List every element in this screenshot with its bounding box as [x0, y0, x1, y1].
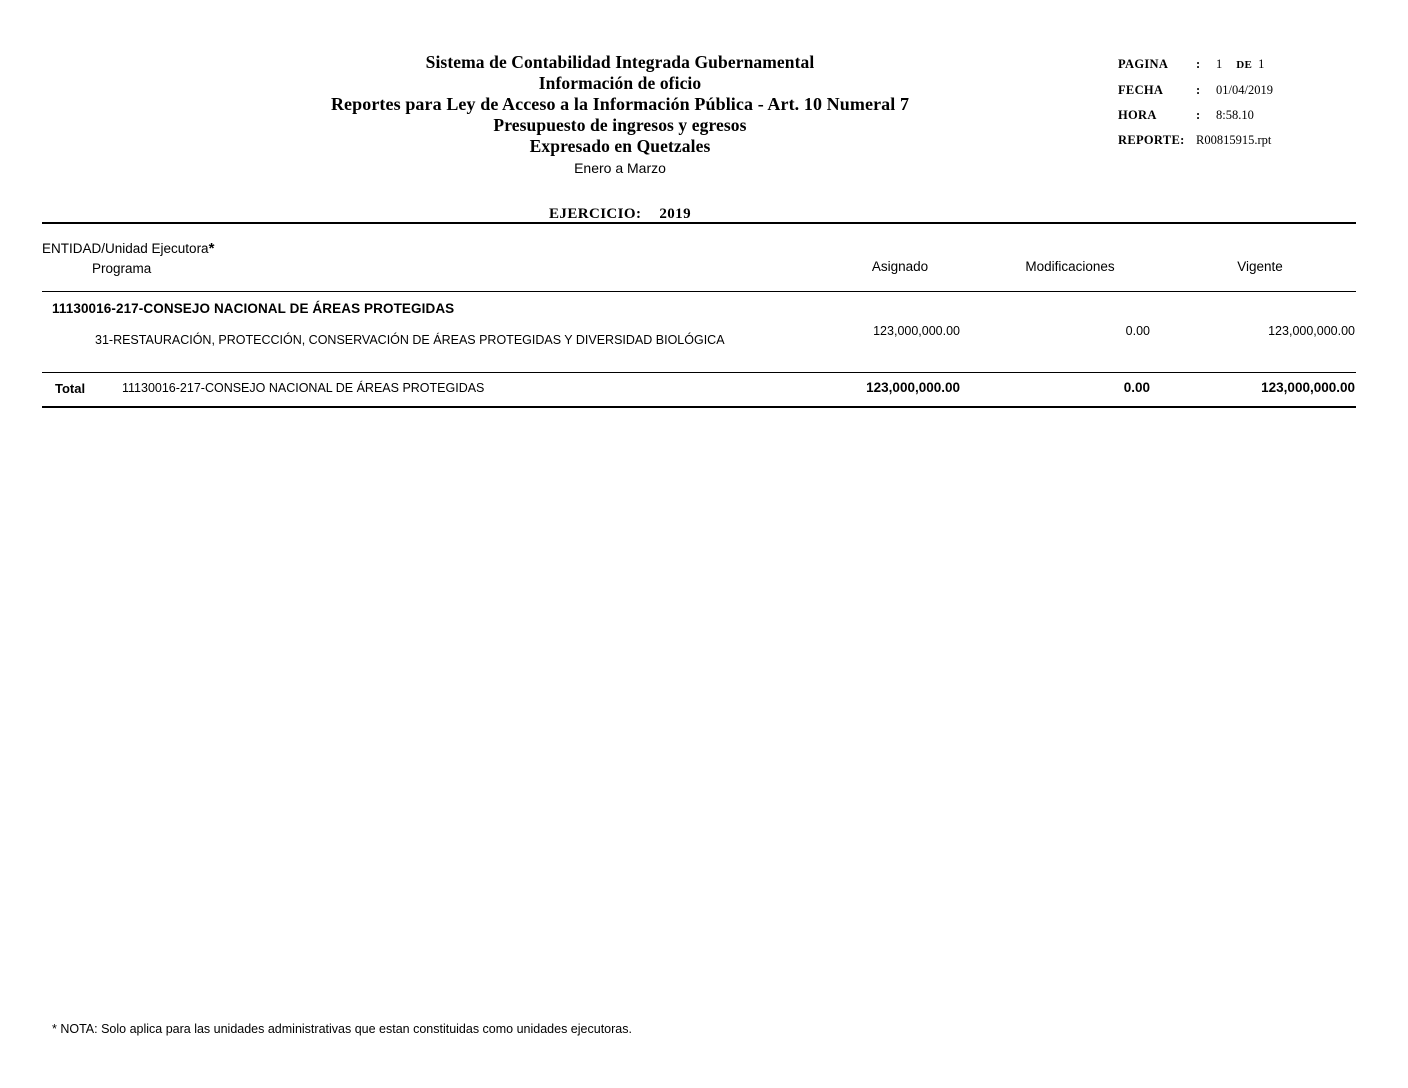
fecha-label: FECHA	[1118, 83, 1164, 97]
entity-name: 11130016-217-CONSEJO NACIONAL DE ÁREAS PROTEGIDAS	[52, 301, 455, 316]
title-line-4: Presupuesto de ingresos y egresos	[493, 115, 747, 135]
program-name: 31-RESTAURACIÓN, PROTECCIÓN, CONSERVACIÓN DE ÁREAS PROTEGIDAS Y DIVERSIDAD BIOLÓGICA	[95, 333, 725, 347]
title-block	[0, 52, 1240, 223]
reporte-value: R00815915.rpt	[1196, 133, 1272, 147]
column-header-entidad-star: *	[208, 240, 215, 257]
program-asignado: 123,000,000.00	[873, 324, 960, 338]
total-asignado: 123,000,000.00	[866, 380, 960, 395]
pagina-value: 1	[1216, 57, 1223, 71]
meta-row-pagina	[1118, 52, 1273, 78]
pagina-colon: :	[1196, 57, 1201, 71]
column-header-entidad-label: ENTIDAD/Unidad Ejecutora	[42, 241, 209, 256]
table-bottom-rule	[42, 406, 1356, 408]
ejercicio-row	[0, 206, 1240, 223]
title-line-3: Reportes para Ley de Acceso a la Información Pública - Art. 10 Numeral 7	[330, 94, 910, 114]
table-body-rule	[42, 372, 1356, 373]
total-description: 11130016-217-CONSEJO NACIONAL DE ÁREAS PROTEGIDAS	[122, 381, 485, 395]
column-header-vigente: Vigente	[1237, 259, 1283, 274]
table-header-rule	[42, 291, 1356, 292]
table-top-rule	[42, 222, 1356, 224]
footer-note: * NOTA: Solo aplica para las unidades administrativas que estan constituidas como unidades ejecutoras.	[52, 1022, 632, 1036]
hora-value: 8:58.10	[1216, 108, 1254, 122]
column-header-modificaciones: Modificaciones	[1025, 259, 1115, 274]
meta-row-fecha	[1118, 78, 1273, 103]
title-line-2: Información de oficio	[538, 73, 702, 93]
ejercicio-label: EJERCICIO:	[549, 206, 642, 222]
total-modificaciones: 0.00	[1123, 380, 1150, 395]
column-header-programa: Programa	[92, 261, 152, 276]
fecha-colon: :	[1196, 83, 1201, 97]
column-header-entidad	[42, 240, 214, 257]
fecha-value: 01/04/2019	[1216, 83, 1273, 97]
column-header-asignado: Asignado	[871, 259, 929, 274]
pagina-total: 1	[1258, 57, 1265, 71]
title-line-1: Sistema de Contabilidad Integrada Gubernamental	[425, 52, 815, 72]
title-line-5: Expresado en Quetzales	[529, 136, 711, 156]
total-label: Total	[55, 381, 86, 396]
total-vigente: 123,000,000.00	[1261, 380, 1355, 395]
program-modificaciones: 0.00	[1125, 324, 1150, 338]
hora-label: HORA	[1118, 108, 1157, 122]
meta-row-reporte	[1118, 128, 1273, 153]
meta-row-hora	[1118, 103, 1273, 128]
report-period: Enero a Marzo	[574, 160, 666, 176]
ejercicio-value: 2019	[659, 206, 691, 222]
program-vigente: 123,000,000.00	[1268, 324, 1355, 338]
report-meta	[1118, 52, 1273, 153]
hora-colon: :	[1196, 108, 1201, 122]
pagina-label: PAGINA	[1118, 57, 1169, 71]
pagina-de-label: DE	[1236, 59, 1253, 71]
reporte-label: REPORTE:	[1118, 133, 1185, 147]
